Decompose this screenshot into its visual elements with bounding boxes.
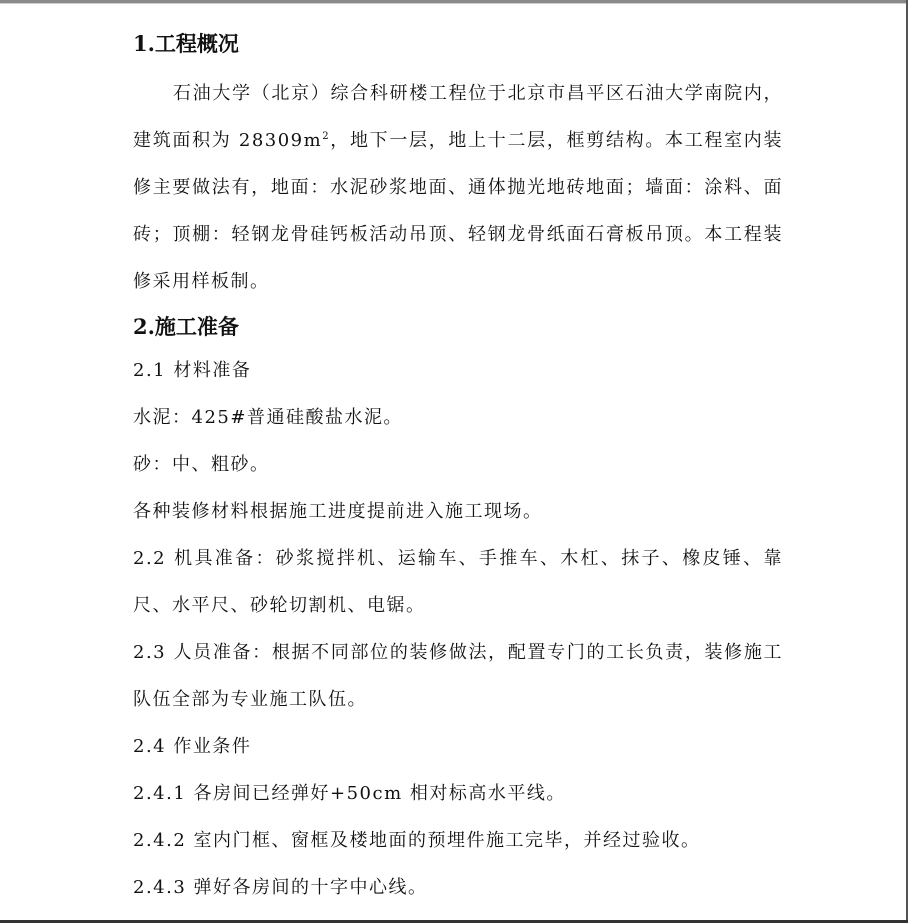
page-top-border-shadow bbox=[0, 3, 908, 4]
subsection-2-3-personnel: 2.3 人员准备：根据不同部位的装修做法，配置专门的工长负责，装修施工队伍全部为专业施工队伍。 bbox=[133, 642, 783, 710]
subsection-2-4-1: 2.4.1 各房间已经弹好+50cm 相对标高水平线。 bbox=[133, 783, 566, 804]
materials-note: 各种装修材料根据施工进度提前进入施工现场。 bbox=[133, 501, 543, 522]
overview-text-part-1: 石油大学（北京）综合科研楼工程位于北京市昌平区石油大学南院内，建筑面积为 28309m bbox=[133, 83, 783, 151]
cement-spec: 水泥：425#普通硅酸盐水泥。 bbox=[133, 407, 403, 428]
area-unit-superscript: 2 bbox=[322, 131, 331, 142]
section-2-heading: 2.施工准备 bbox=[133, 314, 239, 339]
document-page bbox=[133, 24, 783, 911]
sand-spec: 砂：中、粗砂。 bbox=[133, 454, 270, 475]
subsection-2-1-title: 2.1 材料准备 bbox=[133, 360, 252, 381]
subsection-2-4-title: 2.4 作业条件 bbox=[133, 736, 252, 757]
overview-text-part-2: ，地下一层，地上十二层，框剪结构。本工程室内装修主要做法有，地面：水泥砂浆地面、通体抛光地砖地面；墙面：涂料、面砖；顶棚：轻钢龙骨硅钙板活动吊顶、轻钢龙骨纸面石膏板吊顶。本工程装修采用样板制。 bbox=[133, 130, 783, 292]
subsection-2-4-3: 2.4.3 弹好各房间的十字中心线。 bbox=[133, 877, 428, 898]
subsection-2-2-equipment: 2.2 机具准备：砂浆搅拌机、运输车、手推车、木杠、抹子、橡皮锤、靠尺、水平尺、砂轮切割机、电锯。 bbox=[133, 548, 783, 616]
subsection-2-4-2: 2.4.2 室内门框、窗框及楼地面的预埋件施工完毕，并经过验收。 bbox=[133, 830, 701, 851]
project-overview-paragraph bbox=[133, 70, 783, 305]
section-1-heading: 1.工程概况 bbox=[133, 31, 239, 56]
